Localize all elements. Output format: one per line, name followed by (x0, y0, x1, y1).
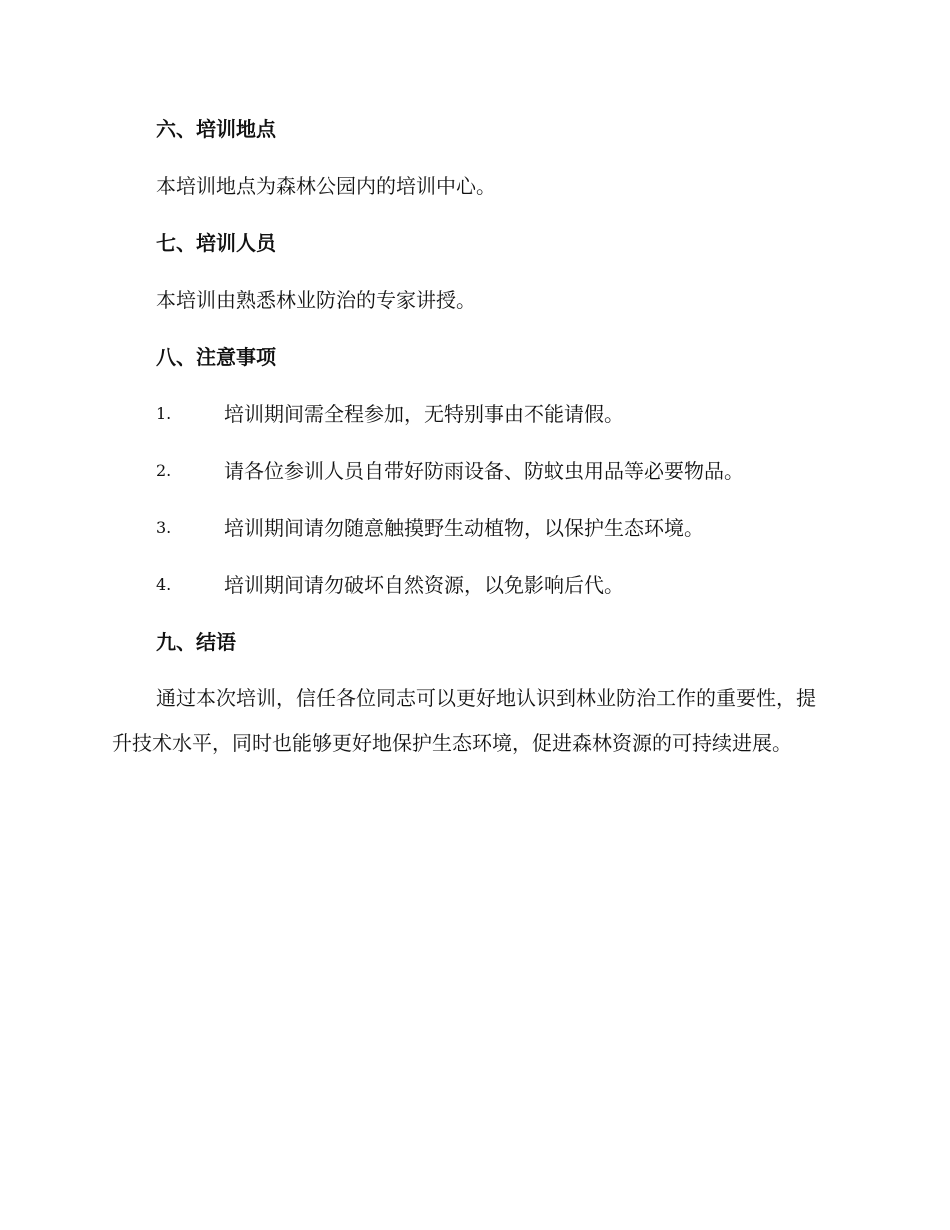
list-item-number: 4. (156, 575, 172, 594)
section-heading-location: 六、培训地点 (156, 117, 276, 141)
section-heading-notes: 八、注意事项 (156, 345, 276, 369)
section-heading-personnel: 七、培训人员 (156, 231, 276, 255)
section-heading-conclusion: 九、结语 (156, 630, 236, 654)
list-item-text: 培训期间需全程参加，无特别事由不能请假。 (224, 402, 624, 426)
list-item-text: 培训期间请勿随意触摸野生动植物，以保护生态环境。 (224, 516, 704, 540)
section-text-location: 本培训地点为森林公园内的培训中心。 (156, 174, 496, 198)
list-item (112, 560, 832, 610)
list-item (112, 446, 832, 496)
document-body (112, 104, 832, 766)
list-item-number: 2. (156, 461, 172, 480)
list-item-text: 培训期间请勿破坏自然资源，以免影响后代。 (224, 573, 624, 597)
list-item (112, 503, 832, 553)
list-item (112, 389, 832, 439)
section-text-conclusion: 通过本次培训，信任各位同志可以更好地认识到林业防治工作的重要性，提升技术水平，同时也能够更好地保护生态环境，促进森林资源的可持续进展。 (112, 686, 816, 755)
list-item-text: 请各位参训人员自带好防雨设备、防蚊虫用品等必要物品。 (224, 459, 744, 483)
list-item-number: 1. (156, 404, 172, 423)
list-item-number: 3. (156, 518, 172, 537)
section-text-personnel: 本培训由熟悉林业防治的专家讲授。 (156, 288, 476, 312)
